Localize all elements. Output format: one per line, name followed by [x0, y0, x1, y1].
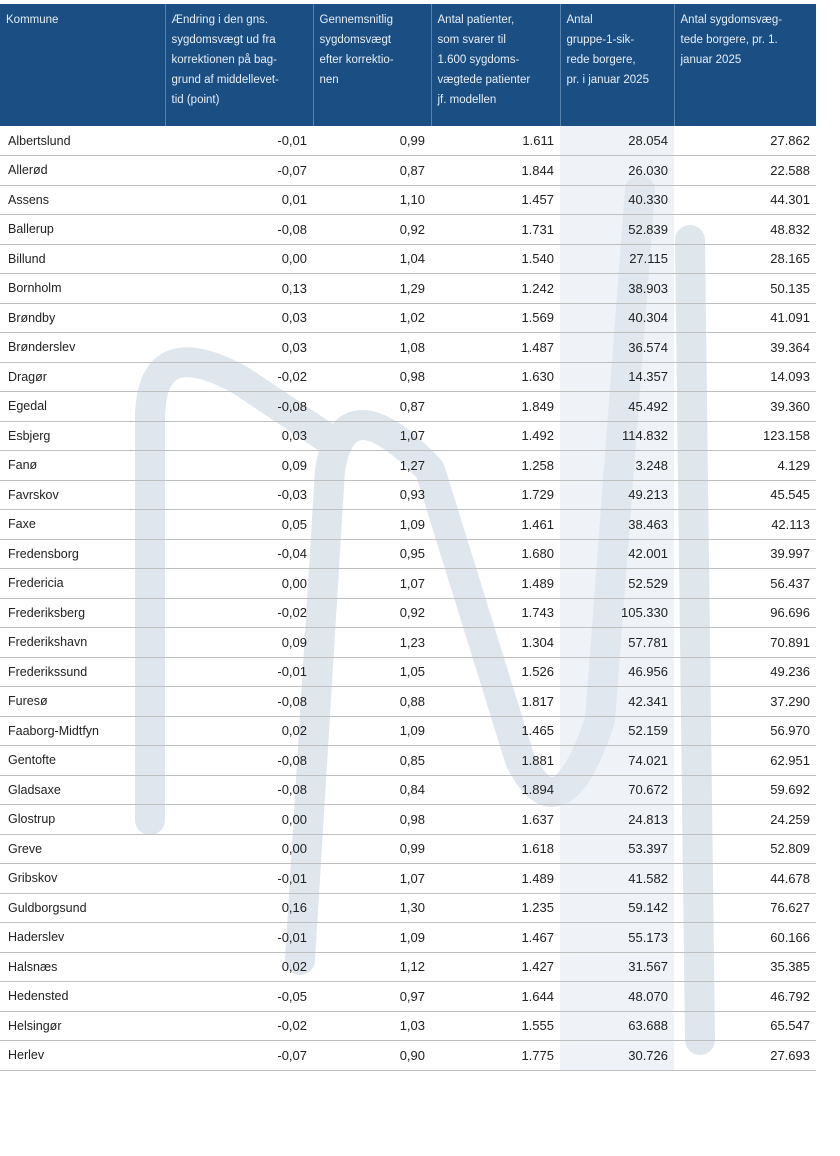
column-header-line: sygdomsvægt ud fra [171, 34, 276, 46]
table-row [0, 480, 816, 510]
value-cell: 42.113 [674, 510, 816, 540]
value-cell: 57.781 [560, 628, 674, 658]
value-cell: 1,30 [313, 893, 431, 923]
value-cell: 22.588 [674, 156, 816, 186]
value-cell: -0,01 [165, 864, 313, 894]
value-cell: 1,09 [313, 510, 431, 540]
value-cell: 0,09 [165, 628, 313, 658]
municipality-name-cell: Brøndby [0, 303, 165, 333]
municipality-name-cell: Esbjerg [0, 421, 165, 451]
value-cell: 0,87 [313, 392, 431, 422]
value-cell: 62.951 [674, 746, 816, 776]
municipality-name-cell: Fredensborg [0, 539, 165, 569]
table-row [0, 864, 816, 894]
value-cell: 105.330 [560, 598, 674, 628]
value-cell: 0,99 [313, 834, 431, 864]
value-cell: 0,98 [313, 362, 431, 392]
value-cell: 1,23 [313, 628, 431, 658]
value-cell: 0,13 [165, 274, 313, 304]
column-header-line: Gennemsnitlig [319, 14, 394, 26]
value-cell: -0,02 [165, 362, 313, 392]
header-row [0, 4, 816, 126]
value-cell: 1.844 [431, 156, 560, 186]
municipality-name-cell: Ballerup [0, 215, 165, 245]
column-header-line: jf. modellen [437, 94, 497, 106]
value-cell: 0,92 [313, 598, 431, 628]
value-cell: 70.891 [674, 628, 816, 658]
table-row [0, 510, 816, 540]
table-row [0, 1041, 816, 1071]
value-cell: 28.054 [560, 126, 674, 156]
value-cell: 0,84 [313, 775, 431, 805]
value-cell: 1,10 [313, 185, 431, 215]
table-row [0, 274, 816, 304]
value-cell: 114.832 [560, 421, 674, 451]
column-header-line: grund af middellevet- [171, 74, 279, 86]
value-cell: 56.970 [674, 716, 816, 746]
value-cell: 1.465 [431, 716, 560, 746]
value-cell: 74.021 [560, 746, 674, 776]
municipality-name-cell: Billund [0, 244, 165, 274]
table-row [0, 303, 816, 333]
value-cell: 59.692 [674, 775, 816, 805]
value-cell: 1.569 [431, 303, 560, 333]
value-cell: 52.809 [674, 834, 816, 864]
value-cell: 1.775 [431, 1041, 560, 1071]
value-cell: 1,08 [313, 333, 431, 363]
value-cell: 1.817 [431, 687, 560, 717]
value-cell: 0,00 [165, 569, 313, 599]
column-header-line: gruppe-1-sik- [566, 34, 635, 46]
municipality-name-cell: Faaborg-Midtfyn [0, 716, 165, 746]
value-cell: 0,00 [165, 244, 313, 274]
table-row [0, 657, 816, 687]
column-header-line: Antal [566, 14, 593, 26]
value-cell: 0,00 [165, 805, 313, 835]
municipality-name-cell: Gribskov [0, 864, 165, 894]
value-cell: 42.001 [560, 539, 674, 569]
municipality-name-cell: Greve [0, 834, 165, 864]
value-cell: 26.030 [560, 156, 674, 186]
municipality-name-cell: Allerød [0, 156, 165, 186]
value-cell: 1.618 [431, 834, 560, 864]
value-cell: 39.360 [674, 392, 816, 422]
municipality-name-cell: Hedensted [0, 982, 165, 1012]
value-cell: -0,08 [165, 775, 313, 805]
municipality-name-cell: Assens [0, 185, 165, 215]
table-row [0, 805, 816, 835]
value-cell: 24.813 [560, 805, 674, 835]
value-cell: 27.115 [560, 244, 674, 274]
column-header-line: Kommune [6, 14, 59, 26]
municipality-name-cell: Fanø [0, 451, 165, 481]
value-cell: 1,07 [313, 569, 431, 599]
value-cell: 52.159 [560, 716, 674, 746]
value-cell: 38.463 [560, 510, 674, 540]
value-cell: 1.467 [431, 923, 560, 953]
column-header-line: Antal sygdomsvæg- [680, 14, 783, 26]
municipality-name-cell: Helsingør [0, 1011, 165, 1041]
value-cell: 96.696 [674, 598, 816, 628]
value-cell: 52.529 [560, 569, 674, 599]
value-cell: 1,29 [313, 274, 431, 304]
value-cell: 0,87 [313, 156, 431, 186]
municipality-name-cell: Dragør [0, 362, 165, 392]
value-cell: 1.489 [431, 864, 560, 894]
value-cell: 4.129 [674, 451, 816, 481]
column-header [165, 4, 313, 126]
value-cell: -0,01 [165, 657, 313, 687]
table-row [0, 952, 816, 982]
column-header-line: nen [319, 74, 339, 86]
value-cell: 44.678 [674, 864, 816, 894]
value-cell: 1.526 [431, 657, 560, 687]
municipality-name-cell: Favrskov [0, 480, 165, 510]
column-header [0, 4, 165, 126]
value-cell: 0,03 [165, 333, 313, 363]
value-cell: 1,02 [313, 303, 431, 333]
value-cell: 76.627 [674, 893, 816, 923]
value-cell: 1,07 [313, 864, 431, 894]
table-row [0, 539, 816, 569]
municipality-name-cell: Bornholm [0, 274, 165, 304]
value-cell: 49.236 [674, 657, 816, 687]
table-row [0, 687, 816, 717]
value-cell: 1.304 [431, 628, 560, 658]
value-cell: 1,07 [313, 421, 431, 451]
table-header [0, 4, 816, 126]
value-cell: 0,90 [313, 1041, 431, 1071]
municipality-name-cell: Haderslev [0, 923, 165, 953]
value-cell: 48.070 [560, 982, 674, 1012]
value-cell: 1.644 [431, 982, 560, 1012]
value-cell: 1.235 [431, 893, 560, 923]
column-header-line: rede borgere, [566, 54, 636, 66]
value-cell: 37.290 [674, 687, 816, 717]
value-cell: 0,95 [313, 539, 431, 569]
value-cell: 30.726 [560, 1041, 674, 1071]
value-cell: -0,07 [165, 156, 313, 186]
value-cell: -0,02 [165, 1011, 313, 1041]
column-header [674, 4, 816, 126]
table-row [0, 923, 816, 953]
municipality-name-cell: Fredericia [0, 569, 165, 599]
table-row [0, 982, 816, 1012]
column-header-line: Antal patienter, [437, 14, 515, 26]
table-body [0, 126, 816, 1070]
column-header-line: som svarer til [437, 34, 506, 46]
column-header-line: efter korrektio- [319, 54, 394, 66]
value-cell: 123.158 [674, 421, 816, 451]
table-row [0, 362, 816, 392]
table-row [0, 746, 816, 776]
value-cell: -0,08 [165, 392, 313, 422]
table-row [0, 333, 816, 363]
value-cell: 0,16 [165, 893, 313, 923]
table-row [0, 834, 816, 864]
column-header-line: vægtede patienter [437, 74, 531, 86]
value-cell: 35.385 [674, 952, 816, 982]
value-cell: 0,85 [313, 746, 431, 776]
value-cell: 65.547 [674, 1011, 816, 1041]
municipality-name-cell: Herlev [0, 1041, 165, 1071]
value-cell: 56.437 [674, 569, 816, 599]
column-header [560, 4, 674, 126]
table-row [0, 716, 816, 746]
value-cell: 46.792 [674, 982, 816, 1012]
table-row [0, 421, 816, 451]
value-cell: 0,01 [165, 185, 313, 215]
value-cell: -0,04 [165, 539, 313, 569]
value-cell: 14.093 [674, 362, 816, 392]
municipality-name-cell: Faxe [0, 510, 165, 540]
value-cell: 28.165 [674, 244, 816, 274]
value-cell: 1.461 [431, 510, 560, 540]
value-cell: 1.680 [431, 539, 560, 569]
value-cell: 0,09 [165, 451, 313, 481]
value-cell: -0,02 [165, 598, 313, 628]
table-row [0, 775, 816, 805]
table-row [0, 244, 816, 274]
value-cell: 24.259 [674, 805, 816, 835]
table-row [0, 628, 816, 658]
value-cell: 14.357 [560, 362, 674, 392]
value-cell: 0,00 [165, 834, 313, 864]
municipality-name-cell: Frederikssund [0, 657, 165, 687]
value-cell: 70.672 [560, 775, 674, 805]
value-cell: 1.555 [431, 1011, 560, 1041]
value-cell: 1.427 [431, 952, 560, 982]
table-row [0, 598, 816, 628]
value-cell: 50.135 [674, 274, 816, 304]
value-cell: 38.903 [560, 274, 674, 304]
table-row [0, 569, 816, 599]
municipality-name-cell: Gentofte [0, 746, 165, 776]
value-cell: 0,02 [165, 952, 313, 982]
municipality-name-cell: Frederikshavn [0, 628, 165, 658]
value-cell: 0,93 [313, 480, 431, 510]
value-cell: 45.545 [674, 480, 816, 510]
value-cell: 0,99 [313, 126, 431, 156]
municipality-name-cell: Guldborgsund [0, 893, 165, 923]
municipality-name-cell: Glostrup [0, 805, 165, 835]
value-cell: 27.693 [674, 1041, 816, 1071]
value-cell: 44.301 [674, 185, 816, 215]
municipality-name-cell: Furesø [0, 687, 165, 717]
value-cell: 48.832 [674, 215, 816, 245]
municipality-name-cell: Halsnæs [0, 952, 165, 982]
value-cell: 1.487 [431, 333, 560, 363]
value-cell: 40.304 [560, 303, 674, 333]
value-cell: 53.397 [560, 834, 674, 864]
value-cell: 31.567 [560, 952, 674, 982]
column-header-line: januar 2025 [680, 54, 742, 66]
value-cell: 0,98 [313, 805, 431, 835]
column-header-line: pr. i januar 2025 [566, 74, 649, 86]
municipality-name-cell: Frederiksberg [0, 598, 165, 628]
column-header-line: korrektionen på bag- [171, 54, 277, 66]
value-cell: 1.849 [431, 392, 560, 422]
value-cell: 0,03 [165, 421, 313, 451]
value-cell: 1,09 [313, 923, 431, 953]
value-cell: 39.364 [674, 333, 816, 363]
value-cell: 0,97 [313, 982, 431, 1012]
value-cell: 0,02 [165, 716, 313, 746]
value-cell: 1.729 [431, 480, 560, 510]
value-cell: 27.862 [674, 126, 816, 156]
value-cell: 1,03 [313, 1011, 431, 1041]
value-cell: 1,27 [313, 451, 431, 481]
municipality-name-cell: Brønderslev [0, 333, 165, 363]
value-cell: 55.173 [560, 923, 674, 953]
value-cell: 1.731 [431, 215, 560, 245]
table-row [0, 215, 816, 245]
column-header-line: tede borgere, pr. 1. [680, 34, 778, 46]
value-cell: 0,03 [165, 303, 313, 333]
value-cell: 49.213 [560, 480, 674, 510]
value-cell: -0,05 [165, 982, 313, 1012]
column-header [431, 4, 560, 126]
value-cell: 1.258 [431, 451, 560, 481]
value-cell: -0,03 [165, 480, 313, 510]
municipality-name-cell: Albertslund [0, 126, 165, 156]
value-cell: 59.142 [560, 893, 674, 923]
column-header-line: 1.600 sygdoms- [437, 54, 520, 66]
value-cell: 1.637 [431, 805, 560, 835]
value-cell: -0,01 [165, 923, 313, 953]
table-row [0, 126, 816, 156]
value-cell: 41.091 [674, 303, 816, 333]
value-cell: 1,09 [313, 716, 431, 746]
value-cell: 1.630 [431, 362, 560, 392]
value-cell: 1.611 [431, 126, 560, 156]
value-cell: 40.330 [560, 185, 674, 215]
value-cell: 46.956 [560, 657, 674, 687]
value-cell: -0,08 [165, 687, 313, 717]
value-cell: 1.489 [431, 569, 560, 599]
value-cell: -0,08 [165, 746, 313, 776]
value-cell: 1.881 [431, 746, 560, 776]
column-header-line: Ændring i den gns. [171, 14, 269, 26]
municipality-name-cell: Egedal [0, 392, 165, 422]
value-cell: 45.492 [560, 392, 674, 422]
value-cell: 41.582 [560, 864, 674, 894]
column-header [313, 4, 431, 126]
value-cell: 0,88 [313, 687, 431, 717]
value-cell: 52.839 [560, 215, 674, 245]
value-cell: 1.492 [431, 421, 560, 451]
value-cell: 1,04 [313, 244, 431, 274]
column-header-line: sygdomsvægt [319, 34, 392, 46]
table-row [0, 185, 816, 215]
value-cell: -0,07 [165, 1041, 313, 1071]
table-row [0, 893, 816, 923]
municipality-name-cell: Gladsaxe [0, 775, 165, 805]
value-cell: 0,05 [165, 510, 313, 540]
data-table [0, 4, 816, 1071]
value-cell: 1,05 [313, 657, 431, 687]
value-cell: 1,12 [313, 952, 431, 982]
value-cell: 42.341 [560, 687, 674, 717]
column-header-line: tid (point) [171, 94, 220, 106]
value-cell: 1.457 [431, 185, 560, 215]
value-cell: 1.743 [431, 598, 560, 628]
value-cell: 3.248 [560, 451, 674, 481]
table-row [0, 392, 816, 422]
value-cell: 36.574 [560, 333, 674, 363]
value-cell: -0,08 [165, 215, 313, 245]
value-cell: -0,01 [165, 126, 313, 156]
value-cell: 1.894 [431, 775, 560, 805]
value-cell: 60.166 [674, 923, 816, 953]
table-row [0, 1011, 816, 1041]
value-cell: 0,92 [313, 215, 431, 245]
value-cell: 1.540 [431, 244, 560, 274]
value-cell: 63.688 [560, 1011, 674, 1041]
value-cell: 39.997 [674, 539, 816, 569]
table-row [0, 451, 816, 481]
value-cell: 1.242 [431, 274, 560, 304]
table-row [0, 156, 816, 186]
